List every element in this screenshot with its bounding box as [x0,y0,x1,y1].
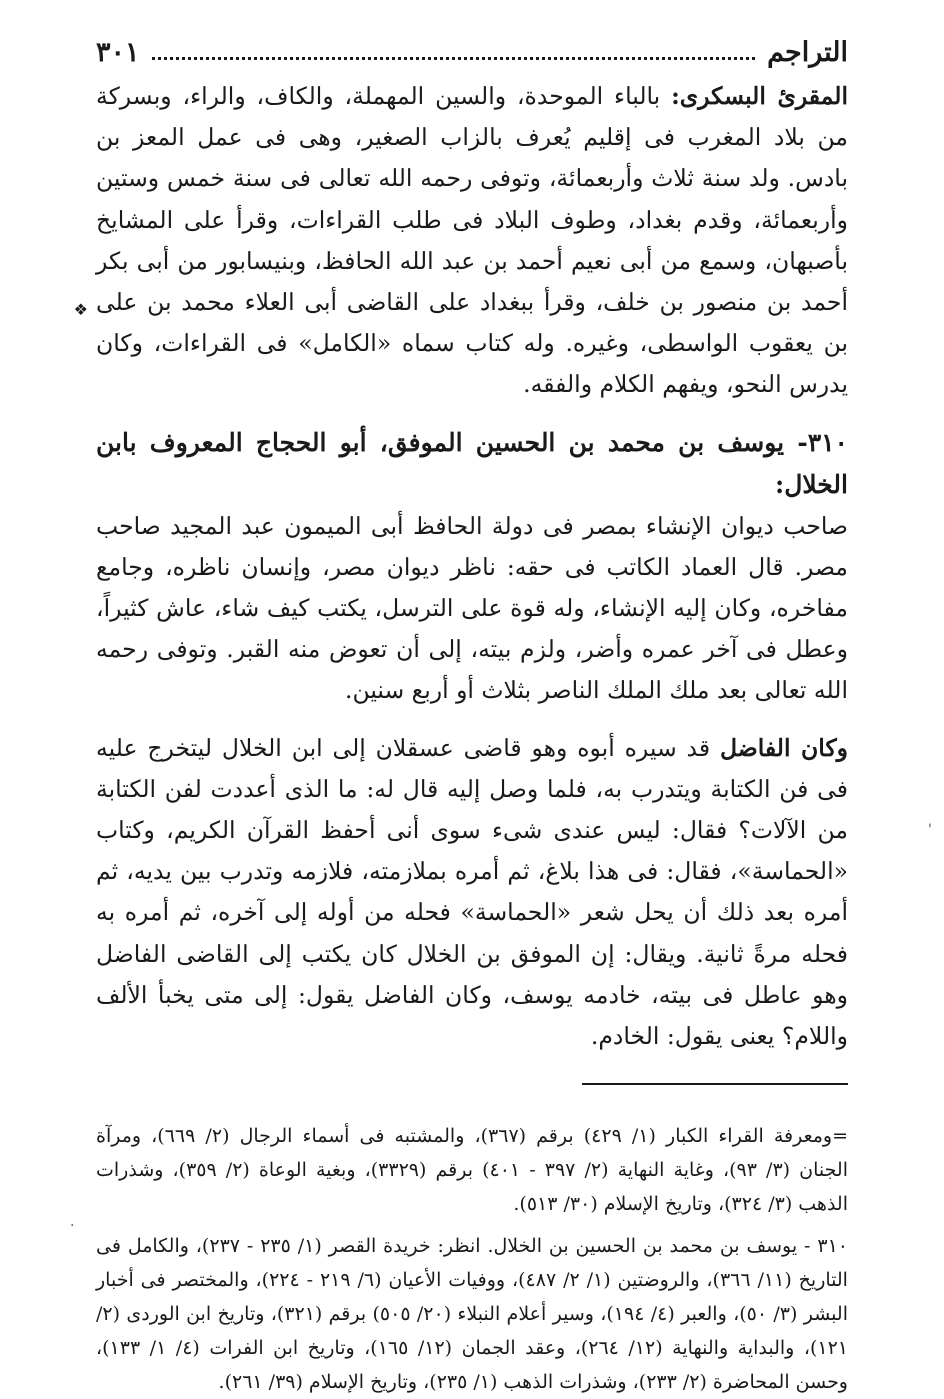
footnote-separator-wrap [96,1057,848,1119]
footnote-310: ٣١٠ - يوسف بن محمد بن الحسين بن الخلال. انظر: خريدة القصر (١/ ٢٣٥ - ٢٣٧)، والكامل فى التاريخ (١١/ ٣٦٦)، والروضتين (١/ ٢/ ٤٨٧)، ووفيات الأعيان (٦/ ٢١٩ - ٢٢٤)، والمختصر فى أخبار البشر (٣/ ٥٠)، والعبر (٤/ ١٩٤)، وسير أعلام النبلاء (٢٠/ ٥٠٥) برقم (٣٢١)، وتاريخ ابن الوردى (٢/ ١٢١)، والبداية والنهاية (١٢/ ٢٦٤)، وعقد الجمان (١٢/ ١٦٥)، وتاريخ ابن الفرات (٤/ ١/ ١٣٣)، وحسن المحاضرة (٢/ ٢٣٣)، وشذرات الذهب (١/ ٢٣٥)، وتاريخ الإسلام (٣٩/ ٢٦١). [96,1235,848,1394]
entry-310-paragraph-1: صاحب ديوان الإنشاء بمصر فى دولة الحافظ أبى الميمون عبد المجيد صاحب مصر. قال العماد الكاتب فى حقه: ناظر ديوان مصر، وإنسان ناظره، وجامع مفاخره، وكان إليه الإنشاء، وله قوة على الترسل، يكتب كيف شاء، عاش كثيراً، وعطل فى آخر عمره وأضر، ولزم بيته، إلى أن تعوض منه القبر. وتوفى رحمه الله تعالى بعد ملك الملك الناصر بثلاث أو أربع سنين. [96,511,848,705]
footnote-separator [582,1083,848,1085]
margin-tick-icon: · [70,1218,75,1234]
margin-tick-icon: ' [928,822,932,838]
footnote-continuation: =ومعرفة القراء الكبار (١/ ٤٢٩) برقم (٣٦٧)، والمشتبه فى أسماء الرجال (٢/ ٦٦٩)، ومرآة الجنان (٣/ ٩٣)، وغاية النهاية (٢/ ٣٩٧ - ٤٠١) برقم (٣٣٢٩)، وبغية الوعاة (٢/ ٣٥٩)، وشذرات الذهب (٣/ ٣٢٤)، وتاريخ الإسلام (٣٠/ ٥١٣). [96,1125,849,1216]
entry-310-heading: ٣١٠- يوسف بن محمد بن الحسين الموفق، أبو الحجاج المعروف بابن الخلال: [96,427,848,499]
header-title: التراجم [767,37,848,68]
running-header [96,28,848,68]
main-text [96,76,848,1057]
entry-310-paragraph-2-text: قد سيره أبوه وهو قاضى عسقلان إلى ابن الخلال ليتخرج عليه فى فن الكتابة ويتدرب به، فلما وصل إليه قال له: ما الذى أعددت لفن الكتابة من الآلات؟ فقال: ليس عندى شىء سوى أنى أحفظ القرآن الكريم، وكتاب «الحماسة»، فقال: فى هذا بلاغ، ثم أمره بملازمته، فلازمه وتدرب بين يديه، ثم أمره بعد ذلك أن يحل شعر «الحماسة» فحله من أوله إلى آخره، ثم أمره به فحله مرةً ثانية. ويقال: إن الموفق بن الخلال كان يكتب إلى القاضى الفاضل وهو عاطل فى بيته، خادمه يوسف، وكان الفاضل يقول: إلى متى يخبأ الألف واللام؟ يعنى يقول: الخادم. [96,733,848,1051]
entry-prev-text: بالباء الموحدة، والسين المهملة، والكاف، والراء، وبسركة من بلاد المغرب فى إقليم يُعرف بالزاب الصغير، وهى فى عمل المعز بن بادس. ولد سنة ثلاث وأربعمائة، وتوفى رحمه الله تعالى فى سنة خمس وستين وأربعمائة، وقدم بغداد، وطوف البلاد فى طلب القراءات، وقرأ على المشايخ بأصبهان، وسمع من أبى نعيم أحمد بن عبد الله الحافظ، وبنيسابور من أبى بكر أحمد بن منصور بن خلف، وقرأ ببغداد على القاضى أبى العلاء محمد بن على بن يعقوب الواسطى، وغيره. وله كتاب سماه «الكامل» فى القراءات، وكان يدرس النحو، ويفهم الكلام والفقه. [96,82,848,399]
entry-prev-lead: المقرئ البسكرى: [671,82,848,110]
header-dot-leader [152,56,756,60]
entry-310-paragraph-2 [96,728,848,1058]
margin-mark-icon: ❖ [73,300,88,319]
footnotes [96,1119,848,1399]
page-number: ٣٠١ [96,37,140,68]
entry-310-paragraph-2-lead: وكان الفاضل [719,733,849,762]
entry-prev-paragraph [96,76,848,406]
